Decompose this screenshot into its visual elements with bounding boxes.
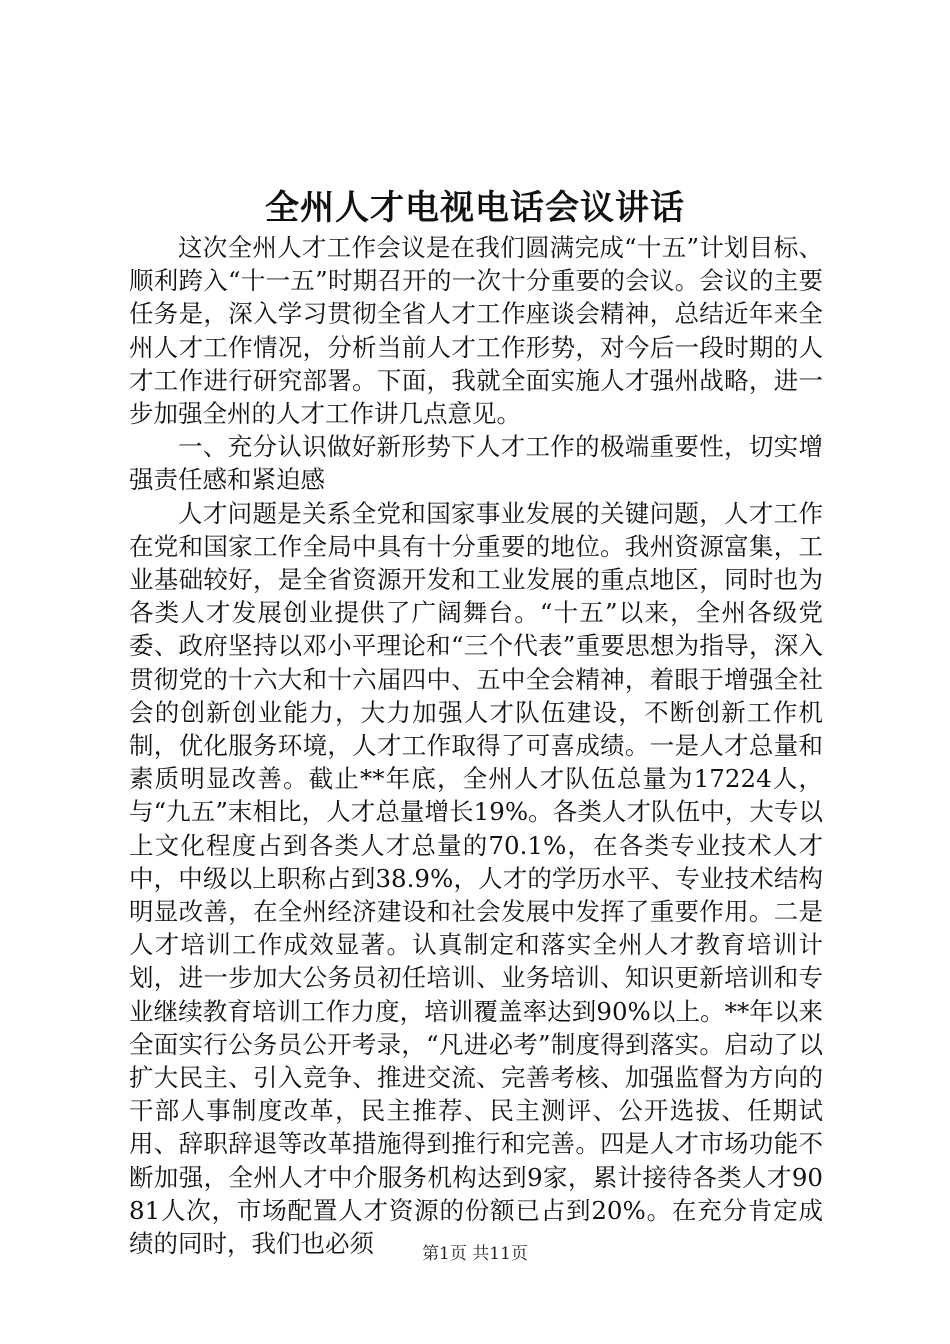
paragraph-achievements: 人才问题是关系全党和国家事业发展的关键问题，人才工作在党和国家工作全局中具有十分重要的地位。我州资源富集，工业基础较好，是全省资源开发和工业发展的重点地区，同时也为各类人才发展创业提供了广阔舞台。“十五”以来，全州各级党委、政府坚持以邓小平理论和“三个代表”重要思想为指导，深入贯彻党的十六大和十六届四中、五中全会精神，着眼于增强全社会的创新创业能力，大力加强人才队伍建设，不断创新工作机制，优化服务环境，人才工作取得了可喜成绩。一是人才总量和素质明显改善。截止**年底，全州人才队伍总量为17224人，与“九五”末相比，人才总量增长19%。各类人才队伍中，大专以上文化程度占到各类人才总量的70.1%，在各类专业技术人才中，中级以上职称占到38.9%，人才的学历水平、专业技术结构明显改善，在全州经济建设和社会发展中发挥了重要作用。二是人才培训工作成效显著。认真制定和落实全州人才教育培训计划，进一步加大公务员初任培训、业务培训、知识更新培训和专业继续教育培训工作力度，培训覆盖率达到90%以上。**年以来全面实行公务员公开考录，“凡进必考”制度得到落实。启动了以扩大民主、引入竞争、推进交流、完善考核、加强监督为方向的干部人事制度改革，民主推荐、民主测评、公开选拔、任期试用、辞职辞退等改革措施得到推行和完善。四是人才市场功能不断加强，全州人才中介服务机构达到9家，累计接待各类人才9081人次，市场配置人才资源的份额已占到20%。在充分肯定成绩的同时，我们也必须 [129, 498, 823, 1259]
section-heading-1: 一、充分认识做好新形势下人才工作的极端重要性，切实增强责任感和紧迫感 [129, 432, 823, 495]
paragraph-intro: 这次全州人才工作会议是在我们圆满完成“十五”计划目标、顺利跨入“十一五”时期召开的一次十分重要的会议。会议的主要任务是，深入学习贯彻全省人才工作座谈会精神，总结近年来全州人才工作情况，分析当前人才工作形势，对今后一段时期的人才工作进行研究部署。下面，我就全面实施人才强州战略，进一步加强全州的人才工作讲几点意见。 [129, 233, 823, 429]
document-body [129, 231, 823, 1260]
page-number: 第1页 共11页 [422, 1244, 528, 1264]
document-title: 全州人才电视电话会议讲话 [265, 188, 685, 228]
